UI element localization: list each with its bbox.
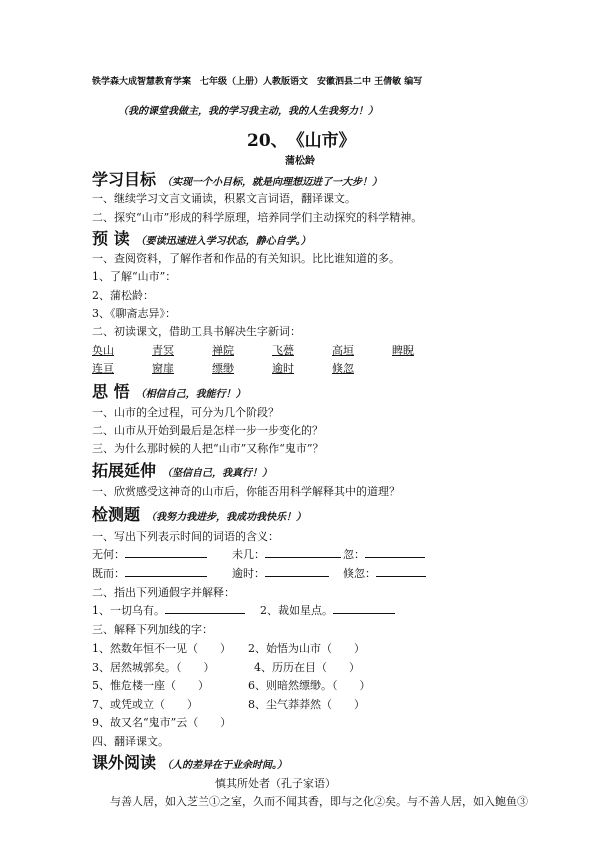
time-word <box>343 546 425 562</box>
answer-blank[interactable] <box>333 603 395 614</box>
answer-blank[interactable] <box>125 566 207 577</box>
answer-blank[interactable] <box>165 603 245 614</box>
preview-item: 1、了解“山市”： <box>92 270 177 283</box>
time-word-label: 无何： <box>92 548 125 561</box>
vocab-word: 连亘 <box>92 362 114 375</box>
think-item: 二、山市从开始到最后是怎样一步一步变化的？ <box>92 424 323 437</box>
answer-blank[interactable] <box>365 547 425 558</box>
q3-item: 3、居然城郭矣。（ ） <box>92 661 215 674</box>
q2-item <box>92 602 245 618</box>
goal-item: 二、探究“山市”形成的科学原理，培养同学们主动探究的科学精神。 <box>92 211 423 224</box>
preview-item: 2、蒲松龄： <box>92 289 154 302</box>
q2-text: 1、一切乌有。 <box>92 604 165 617</box>
q3-item: 7、或凭或立（ ） <box>92 698 198 711</box>
passage-title: 慎其所处者（孔子家语） <box>215 777 336 790</box>
time-word-label: 逾时： <box>232 567 265 580</box>
header-line: 铁学森大成智慧教育学案 七年级（上册）人教版语文 安徽泗县二中 王倩敏 编写 <box>92 77 423 87</box>
time-word <box>92 565 207 581</box>
section-title: 拓展延伸 <box>92 461 157 480</box>
answer-blank[interactable] <box>376 566 426 577</box>
time-word-label: 倏忽： <box>343 567 376 580</box>
word-row <box>92 342 452 358</box>
time-word <box>92 546 207 562</box>
section-title: 学习目标 <box>92 170 157 189</box>
test-question: 三、解释下列加线的字： <box>92 623 213 636</box>
word-row <box>92 360 392 376</box>
section-extend <box>92 458 272 481</box>
vocab-word: 倏忽 <box>332 362 354 375</box>
test-question: 一、写出下列表示时间的词语的含义： <box>92 530 279 543</box>
vocab-word: 窗扉 <box>152 362 174 375</box>
q3-item: 2、始悟为山市（ ） <box>248 642 365 655</box>
preview-item: 二、初读课文，借助工具书解决生字新词： <box>92 325 301 338</box>
time-word-label: 忽： <box>343 548 365 561</box>
passage-text: 与善人居，如入芝兰①之室，久而不闻其香，即与之化②矣。与不善人居，如入鲍鱼③ <box>110 795 528 808</box>
vocab-word: 奂山 <box>92 344 114 357</box>
lesson-author: 蒲松龄 <box>285 156 315 167</box>
section-title: 思 悟 <box>92 382 130 401</box>
section-goals <box>92 167 382 190</box>
section-title: 预 读 <box>92 229 130 248</box>
q3-item: 8、尘气莽莽然（ ） <box>248 698 365 711</box>
section-preview <box>92 226 311 249</box>
section-note: （人的差异在于业余时间。） <box>162 760 288 771</box>
vocab-word: 飞甍 <box>272 344 294 357</box>
section-outside <box>92 750 287 773</box>
time-word-label: 既而： <box>92 567 125 580</box>
preview-item: 3、《聊斋志异》： <box>92 307 176 320</box>
vocab-word: 禅院 <box>212 344 234 357</box>
section-think <box>92 379 246 402</box>
section-title: 检测题 <box>92 505 141 524</box>
think-item: 一、山市的全过程，可分为几个阶段？ <box>92 406 279 419</box>
q2-text: 2、裁如星点。 <box>260 604 333 617</box>
goal-item: 一、继续学习文言文诵读，积累文言词语，翻译课文。 <box>92 192 356 205</box>
test-question: 四、翻译课文。 <box>92 735 169 748</box>
q3-item: 6、则暗然缥缈。（ ） <box>248 679 371 692</box>
think-item: 三、为什么那时候的人把“山市”又称作“鬼市”？ <box>92 442 324 455</box>
time-word <box>232 565 329 581</box>
time-word <box>232 546 341 562</box>
time-word-label: 未几： <box>232 548 265 561</box>
q2-item <box>260 602 395 618</box>
section-note: （相信自己，我能行！） <box>135 389 246 400</box>
q3-item: 9、故又名“鬼市”云（ ） <box>92 716 232 729</box>
lesson-title: 20、 《山市》 <box>247 131 356 151</box>
slogan: （我的课堂我做主，我的学习我主动，我的人生我努力！） <box>118 106 378 117</box>
vocab-word: 青冥 <box>152 344 174 357</box>
answer-blank[interactable] <box>265 566 329 577</box>
section-note: （要读迅速进入学习状态，静心自学。） <box>135 236 311 247</box>
q3-item: 1、然数年恒不一见（ ） <box>92 642 231 655</box>
vocab-word: 高垣 <box>332 344 354 357</box>
section-title: 课外阅读 <box>92 753 157 772</box>
answer-blank[interactable] <box>265 547 341 558</box>
answer-blank[interactable] <box>125 547 207 558</box>
preview-item: 一、查阅资料，了解作者和作品的有关知识。比比谁知道的多。 <box>92 252 400 265</box>
q3-item: 5、惟危楼一座（ ） <box>92 679 209 692</box>
vocab-word: 逾时 <box>272 362 294 375</box>
vocab-word: 睥睨 <box>392 344 414 357</box>
section-note: （我努力我进步，我成功我快乐！） <box>146 512 307 523</box>
vocab-word: 缥缈 <box>212 362 234 375</box>
section-test <box>92 502 306 525</box>
test-question: 二、指出下列通假字并解释： <box>92 586 235 599</box>
q3-item: 4、历历在目（ ） <box>254 661 360 674</box>
section-note: （实现一个小目标，就是向理想迈进了一大步！） <box>162 177 383 188</box>
extend-item: 一、欣赏感受这神奇的山市后，你能否用科学解释其中的道理？ <box>92 485 400 498</box>
time-word <box>343 565 426 581</box>
section-note: （坚信自己，我真行！） <box>162 468 273 479</box>
